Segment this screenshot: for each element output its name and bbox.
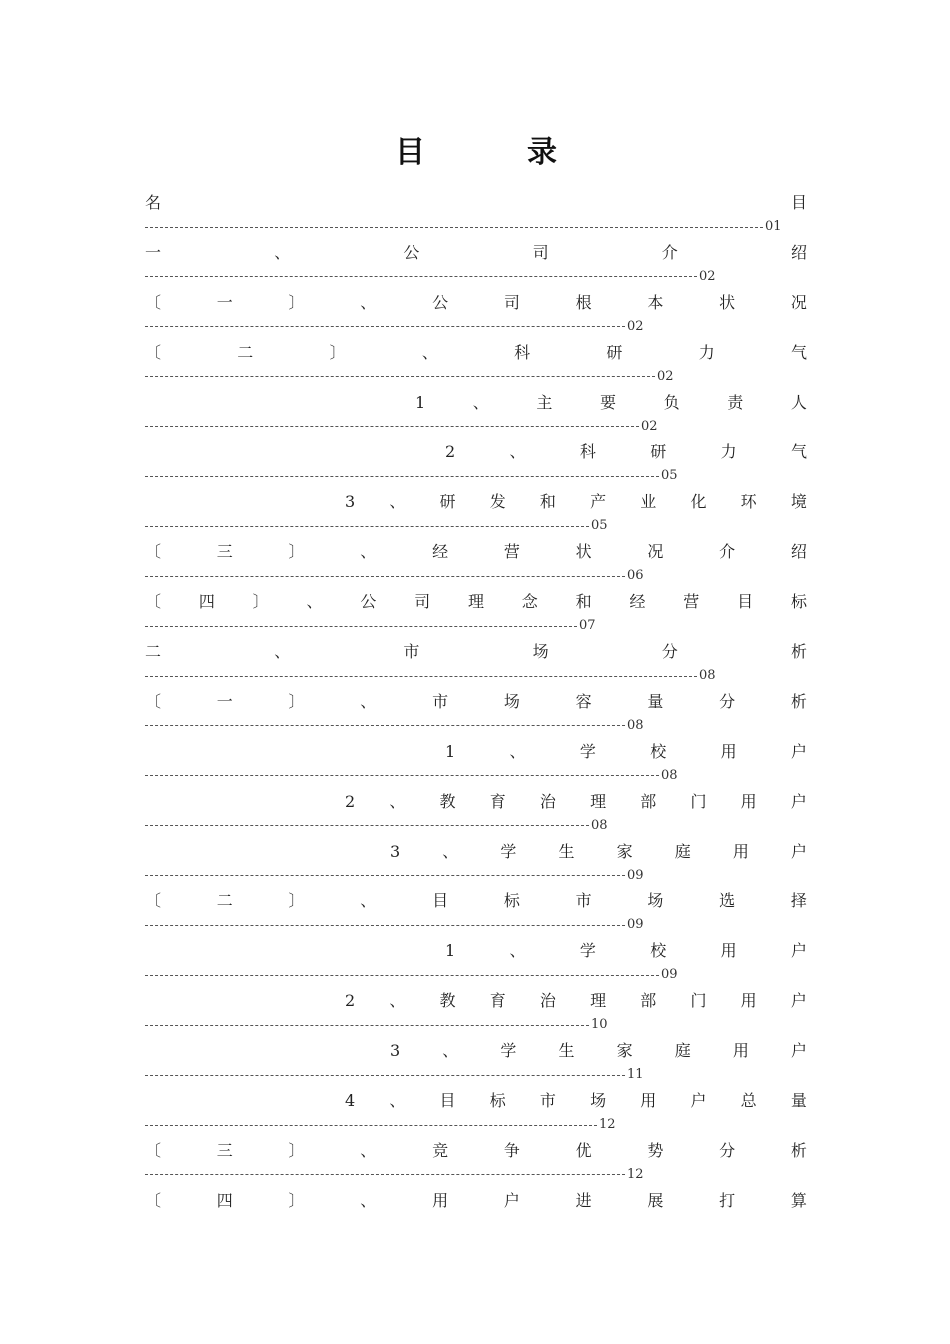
toc-heading: [415, 390, 807, 416]
toc-heading: [345, 988, 807, 1014]
toc-leader: [145, 616, 596, 636]
toc-heading-char: 、: [360, 691, 377, 711]
title-char-1: 目: [395, 135, 425, 170]
toc-heading-char: 况: [790, 292, 807, 312]
toc-heading-char: 标: [790, 592, 807, 612]
toc-heading-char: 研: [650, 442, 667, 462]
toc-entry[interactable]: [145, 639, 807, 689]
toc-entry[interactable]: [145, 290, 807, 340]
toc-heading-char: 户: [790, 991, 807, 1011]
toc-leader: [145, 466, 678, 486]
toc-heading-char: 和: [575, 592, 592, 612]
toc-entry[interactable]: [145, 789, 807, 839]
toc-heading: [145, 290, 807, 316]
toc-heading-char: 〕: [288, 891, 305, 911]
toc-leader: [145, 417, 658, 437]
toc-heading-char: 绍: [790, 542, 807, 562]
toc-page-number: 09: [661, 967, 678, 983]
toc-heading: [145, 639, 807, 665]
toc-heading-char: 用: [640, 1091, 657, 1111]
toc-page-number: 11: [627, 1067, 644, 1083]
toc-heading-char: 户: [790, 1041, 807, 1061]
toc-heading-char: 3: [390, 841, 401, 861]
toc-heading-char: 进: [575, 1190, 592, 1210]
toc-heading: [390, 839, 807, 865]
toc-heading-char: 用: [740, 991, 757, 1011]
toc-entry[interactable]: [145, 489, 807, 539]
toc-heading-char: 庭: [674, 841, 691, 861]
toc-heading-char: 〔: [145, 1140, 162, 1160]
dotted-leader-line: [145, 1125, 597, 1126]
toc-leader: [145, 766, 678, 786]
toc-leader: [145, 866, 644, 886]
title-char-2: 录: [527, 135, 557, 170]
toc-heading: [345, 1088, 807, 1114]
toc-page-number: 08: [627, 717, 644, 733]
toc-heading-char: 用: [720, 941, 737, 961]
toc-heading-char: 1: [445, 941, 456, 961]
toc-heading-char: 用: [720, 741, 737, 761]
toc-heading-char: 、: [442, 1041, 459, 1061]
toc-page-number: 02: [657, 368, 674, 384]
toc-heading-char: 治: [539, 791, 556, 811]
toc-heading-char: 研: [606, 342, 623, 362]
toc-heading-char: 三: [216, 1140, 233, 1160]
toc-leader: [145, 965, 678, 985]
toc-heading-char: 〕: [288, 1190, 305, 1210]
dotted-leader-line: [145, 376, 655, 377]
dotted-leader-line: [145, 576, 625, 577]
toc-entry[interactable]: [145, 1188, 807, 1238]
toc-heading-char: 目: [790, 193, 807, 212]
toc-heading-char: 二: [237, 342, 254, 362]
toc-leader: [145, 1015, 608, 1035]
toc-heading-char: 一: [145, 242, 162, 262]
toc-heading-char: 念: [521, 592, 538, 612]
toc-entry[interactable]: [145, 689, 807, 739]
toc-heading-char: 、: [472, 392, 489, 412]
toc-heading-char: 、: [509, 442, 526, 462]
toc-heading-char: 育: [489, 791, 506, 811]
toc-heading-char: 竞: [432, 1140, 449, 1160]
toc-page-number: 01: [765, 219, 782, 234]
toc-heading-char: 〔: [145, 891, 162, 911]
dotted-leader-line: [145, 626, 577, 627]
toc-heading-char: 、: [360, 1190, 377, 1210]
toc-heading-char: 经: [432, 542, 449, 562]
toc-heading-char: 、: [274, 642, 291, 662]
toc-heading-char: 教: [439, 791, 456, 811]
toc-leader: [145, 317, 644, 337]
toc-heading-char: 理: [590, 791, 607, 811]
dotted-leader-line: [145, 1174, 625, 1175]
toc-heading-char: 、: [274, 242, 291, 262]
toc-heading-char: 择: [790, 891, 807, 911]
toc-page-number: 09: [627, 917, 644, 933]
toc-page-number: 10: [591, 1017, 608, 1033]
toc-heading-char: 状: [719, 292, 736, 312]
toc-leader: [145, 915, 644, 935]
toc-heading: [445, 439, 807, 465]
toc-heading-char: 化: [690, 492, 707, 512]
toc-heading-char: 责: [727, 392, 744, 412]
toc-page-number: 12: [599, 1117, 616, 1133]
toc-heading-char: 生: [558, 841, 575, 861]
toc-heading-char: 总: [740, 1091, 757, 1111]
toc-heading-char: 2: [345, 791, 356, 811]
toc-entry[interactable]: [145, 839, 807, 889]
toc-heading-char: 场: [647, 891, 664, 911]
toc-heading-char: 理: [467, 592, 484, 612]
toc-heading-char: 1: [415, 392, 426, 412]
toc-leader: [145, 566, 644, 586]
toc-heading: [145, 190, 807, 216]
toc-heading-char: 二: [145, 642, 162, 662]
toc-heading-char: 二: [216, 891, 233, 911]
toc-entry[interactable]: [145, 1138, 807, 1188]
toc-page-number: 09: [627, 867, 644, 883]
toc-heading-char: 、: [360, 891, 377, 911]
toc-heading-char: 分: [719, 1140, 736, 1160]
toc-heading-char: 、: [360, 292, 377, 312]
toc-heading-char: 门: [690, 991, 707, 1011]
toc-heading-char: 户: [790, 791, 807, 811]
toc-heading-char: 算: [790, 1190, 807, 1210]
toc-heading-char: 、: [389, 1091, 406, 1111]
toc-heading-char: 分: [661, 642, 678, 662]
table-of-contents: [145, 190, 807, 1238]
toc-heading-char: 根: [575, 292, 592, 312]
toc-heading-char: 营: [683, 592, 700, 612]
dotted-leader-line: [145, 1025, 589, 1026]
toc-heading-char: 市: [403, 642, 420, 662]
toc-heading-char: 环: [740, 492, 757, 512]
toc-heading-char: 一: [216, 292, 233, 312]
toc-heading-char: 负: [663, 392, 680, 412]
toc-heading-char: 场: [503, 691, 520, 711]
toc-heading-char: 争: [503, 1140, 520, 1160]
toc-heading-char: 气: [790, 442, 807, 462]
toc-heading-char: 势: [647, 1140, 664, 1160]
toc-leader: [145, 1065, 644, 1085]
toc-entry[interactable]: [145, 240, 807, 290]
toc-heading-char: 4: [345, 1091, 356, 1111]
toc-heading: [145, 689, 807, 715]
toc-heading-char: 〔: [145, 691, 162, 711]
toc-heading-char: 、: [389, 991, 406, 1011]
toc-leader: [145, 716, 644, 736]
toc-heading-char: 四: [216, 1190, 233, 1210]
toc-heading-char: 名: [145, 193, 162, 212]
toc-heading-char: 〕: [288, 691, 305, 711]
toc-heading-char: 家: [616, 1041, 633, 1061]
toc-heading-char: 营: [503, 542, 520, 562]
toc-heading-char: 、: [306, 592, 323, 612]
toc-heading-char: 目: [432, 891, 449, 911]
dotted-leader-line: [145, 825, 589, 826]
toc-page-number: 07: [579, 618, 596, 634]
toc-heading-char: 目: [737, 592, 754, 612]
dotted-leader-line: [145, 426, 639, 427]
toc-heading-char: 司: [532, 242, 549, 262]
toc-heading-char: 三: [216, 542, 233, 562]
toc-heading-char: 公: [403, 242, 420, 262]
toc-heading-char: 〕: [252, 592, 269, 612]
toc-page-number: 12: [627, 1166, 644, 1182]
toc-heading-char: 3: [345, 492, 356, 512]
toc-heading-char: 用: [732, 1041, 749, 1061]
toc-heading-char: 门: [690, 791, 707, 811]
toc-heading: [445, 938, 807, 964]
dotted-leader-line: [145, 725, 625, 726]
toc-heading-char: 户: [790, 841, 807, 861]
toc-heading-char: 和: [539, 492, 556, 512]
toc-entry[interactable]: [145, 439, 807, 489]
toc-heading-char: 人: [790, 392, 807, 412]
toc-heading: [390, 1038, 807, 1064]
toc-heading: [445, 739, 807, 765]
toc-entry[interactable]: [145, 888, 807, 938]
toc-heading-char: 、: [360, 542, 377, 562]
toc-heading-char: 选: [719, 891, 736, 911]
toc-heading-char: 状: [575, 542, 592, 562]
toc-heading-char: 3: [390, 1041, 401, 1061]
toc-heading-char: 发: [489, 492, 506, 512]
toc-entry[interactable]: [145, 739, 807, 789]
toc-heading-char: 介: [661, 242, 678, 262]
toc-heading-char: 析: [790, 642, 807, 662]
toc-heading: [145, 1188, 807, 1214]
page-title: [0, 127, 950, 171]
toc-heading-char: 、: [442, 841, 459, 861]
toc-heading-char: 、: [509, 941, 526, 961]
dotted-leader-line: [145, 227, 763, 228]
toc-heading-char: 、: [360, 1140, 377, 1160]
toc-heading-char: 市: [539, 1091, 556, 1111]
toc-heading-char: 析: [790, 691, 807, 711]
toc-heading: [145, 240, 807, 266]
toc-heading-char: 业: [640, 492, 657, 512]
dotted-leader-line: [145, 476, 659, 477]
toc-heading-char: 要: [600, 392, 617, 412]
toc-heading-char: 目: [439, 1091, 456, 1111]
toc-heading: [145, 1138, 807, 1164]
toc-entry[interactable]: [145, 1088, 807, 1138]
toc-heading-char: 户: [790, 741, 807, 761]
dotted-leader-line: [145, 1075, 625, 1076]
toc-leader: [145, 516, 608, 536]
toc-heading-char: 校: [650, 941, 667, 961]
toc-heading-char: 理: [590, 991, 607, 1011]
toc-heading-char: 展: [647, 1190, 664, 1210]
toc-heading-char: 教: [439, 991, 456, 1011]
toc-heading-char: 况: [647, 542, 664, 562]
toc-heading-char: 力: [698, 342, 715, 362]
toc-leader: [145, 816, 608, 836]
toc-heading-char: 〕: [288, 1140, 305, 1160]
toc-page-number: 02: [627, 318, 644, 334]
toc-heading-char: 1: [445, 741, 456, 761]
toc-heading-char: 部: [640, 791, 657, 811]
toc-leader: [145, 267, 716, 287]
toc-heading-char: 标: [489, 1091, 506, 1111]
toc-heading-char: 户: [690, 1091, 707, 1111]
toc-heading-char: 〔: [145, 542, 162, 562]
toc-heading-char: 治: [539, 991, 556, 1011]
dotted-leader-line: [145, 676, 697, 677]
toc-heading-char: 〕: [288, 292, 305, 312]
toc-heading-char: 介: [719, 542, 736, 562]
toc-heading-char: 打: [719, 1190, 736, 1210]
toc-page-number: 08: [699, 668, 716, 684]
toc-heading-char: 、: [389, 791, 406, 811]
toc-heading: [145, 589, 807, 615]
toc-page-number: 05: [661, 468, 678, 484]
toc-heading-char: 学: [500, 1041, 517, 1061]
toc-heading-char: 〕: [288, 542, 305, 562]
toc-leader: [145, 666, 716, 686]
toc-entry[interactable]: [145, 589, 807, 639]
toc-heading-char: 场: [590, 1091, 607, 1111]
dotted-leader-line: [145, 775, 659, 776]
toc-heading: [345, 789, 807, 815]
toc-heading-char: 育: [489, 991, 506, 1011]
toc-heading-char: 生: [558, 1041, 575, 1061]
toc-heading-char: 气: [790, 342, 807, 362]
toc-heading-char: 产: [590, 492, 607, 512]
toc-heading-char: 本: [647, 292, 664, 312]
toc-heading-char: 市: [432, 691, 449, 711]
toc-leader: [145, 1115, 616, 1135]
toc-heading-char: 一: [216, 691, 233, 711]
dotted-leader-line: [145, 276, 697, 277]
toc-heading-char: 市: [575, 891, 592, 911]
dotted-leader-line: [145, 875, 625, 876]
toc-heading-char: 司: [414, 592, 431, 612]
toc-heading-char: 用: [740, 791, 757, 811]
toc-page-number: 08: [661, 767, 678, 783]
toc-heading-char: 场: [532, 642, 549, 662]
dotted-leader-line: [145, 925, 625, 926]
toc-heading-char: 公: [360, 592, 377, 612]
toc-heading-char: 部: [640, 991, 657, 1011]
toc-page-number: 08: [591, 817, 608, 833]
toc-leader: [145, 1165, 644, 1185]
toc-heading-char: 绍: [790, 242, 807, 262]
toc-heading-char: 析: [790, 1140, 807, 1160]
toc-page-number: 02: [641, 418, 658, 434]
toc-heading: [345, 489, 807, 515]
toc-page-number: 06: [627, 568, 644, 584]
dotted-leader-line: [145, 326, 625, 327]
toc-heading-char: 容: [575, 691, 592, 711]
toc-heading-char: 学: [500, 841, 517, 861]
toc-heading-char: 量: [647, 691, 664, 711]
toc-heading-char: 科: [514, 342, 531, 362]
toc-heading-char: 用: [432, 1190, 449, 1210]
toc-heading-char: 境: [790, 492, 807, 512]
toc-heading-char: 、: [509, 741, 526, 761]
toc-heading-char: 校: [650, 741, 667, 761]
toc-heading-char: 学: [579, 741, 596, 761]
dotted-leader-line: [145, 526, 589, 527]
toc-heading: [145, 888, 807, 914]
toc-page-number: 02: [699, 268, 716, 284]
toc-heading-char: 庭: [674, 1041, 691, 1061]
toc-heading-char: 户: [503, 1190, 520, 1210]
toc-heading-char: 2: [345, 991, 356, 1011]
toc-heading-char: 主: [536, 392, 553, 412]
toc-page-number: 05: [591, 518, 608, 534]
toc-heading-char: 司: [503, 292, 520, 312]
toc-leader: [145, 217, 782, 237]
dotted-leader-line: [145, 975, 659, 976]
toc-heading-char: 〔: [145, 342, 162, 362]
toc-heading-char: 经: [629, 592, 646, 612]
toc-heading-char: 〔: [145, 1190, 162, 1210]
toc-leader: [145, 367, 674, 387]
toc-heading-char: 优: [575, 1140, 592, 1160]
toc-heading-char: 四: [198, 592, 215, 612]
toc-heading-char: 户: [790, 941, 807, 961]
toc-entry[interactable]: [145, 988, 807, 1038]
toc-heading-char: 量: [790, 1091, 807, 1111]
toc-heading-char: 科: [579, 442, 596, 462]
toc-heading-char: 力: [720, 442, 737, 462]
toc-entry[interactable]: [145, 938, 807, 988]
toc-heading-char: 标: [503, 891, 520, 911]
toc-entry[interactable]: [145, 390, 807, 440]
toc-entry[interactable]: [145, 539, 807, 589]
toc-heading-char: 公: [432, 292, 449, 312]
toc-heading: [145, 340, 807, 366]
toc-heading-char: 分: [719, 691, 736, 711]
toc-heading-char: 〔: [145, 592, 162, 612]
toc-entry[interactable]: [145, 190, 807, 240]
toc-heading: [145, 539, 807, 565]
toc-heading-char: 家: [616, 841, 633, 861]
toc-heading-char: 2: [445, 442, 456, 462]
toc-heading-char: 、: [389, 492, 406, 512]
toc-entry[interactable]: [145, 340, 807, 390]
toc-heading-char: 用: [732, 841, 749, 861]
toc-heading-char: 〔: [145, 292, 162, 312]
toc-heading-char: 研: [439, 492, 456, 512]
toc-heading-char: 〕: [329, 342, 346, 362]
toc-heading-char: 学: [579, 941, 596, 961]
toc-heading-char: 、: [421, 342, 438, 362]
toc-entry[interactable]: [145, 1038, 807, 1088]
